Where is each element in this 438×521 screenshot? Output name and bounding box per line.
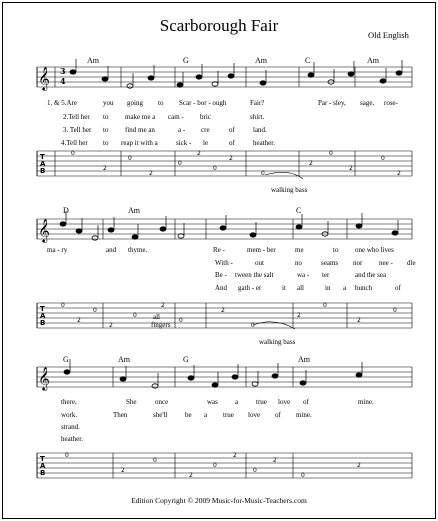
tab-fret-number: 2 (397, 170, 401, 177)
note-head (148, 76, 154, 80)
walking-bass-label: walking bass (259, 338, 296, 346)
tab-clef-letter: B (40, 469, 46, 477)
fingering-label: fingers (151, 321, 171, 329)
lyric-syllable: mine. (296, 411, 312, 419)
lyric-syllable: love (278, 398, 291, 406)
tab-fret-number: 0 (301, 472, 305, 479)
lyric-syllable: a (343, 284, 347, 292)
lyric-syllable: wa - (297, 271, 310, 279)
lyric-syllable: she'll (153, 411, 168, 419)
lyric-syllable: tween the salt (235, 271, 274, 279)
tab-fret-number: 0 (253, 467, 257, 474)
lyric-syllable: mine. (358, 398, 374, 406)
note-head (212, 383, 218, 387)
chord-label: Am (87, 56, 99, 65)
tab-clef-letter: T (40, 153, 45, 161)
lyric-syllable: Scar - bor - ough (179, 99, 227, 107)
tab-fret-number: 0 (71, 150, 75, 157)
lyric-syllable: there, (61, 398, 77, 406)
lyric-syllable: ter (322, 271, 330, 279)
lyric-syllable: of (395, 284, 401, 292)
note-head (250, 233, 256, 237)
tab-fret-number: 2 (161, 302, 165, 309)
tab-clef-letter: A (40, 462, 46, 470)
note-head (380, 79, 386, 83)
lyric-syllable: once (155, 398, 169, 406)
lyric-syllable: dle (407, 259, 416, 267)
lyric-syllable: ma - ry (47, 246, 68, 254)
tab-fret-number: 2 (233, 452, 237, 459)
tab-fret-number: 0 (251, 322, 255, 329)
lyric-syllable: heather. (61, 435, 83, 443)
note-head (308, 73, 314, 77)
lyric-syllable: 1. & 5.Are (47, 99, 77, 107)
lyric-syllable: reap it with a (121, 139, 158, 147)
note-head (260, 81, 266, 85)
lyric-syllable: one who lives (355, 246, 394, 254)
lyric-syllable: to (333, 246, 339, 254)
lyric-syllable: of (229, 126, 235, 134)
lyric-syllable: sage, (360, 99, 375, 107)
lyric-syllable: cre (201, 126, 210, 134)
lyric-syllable: mem - ber (247, 246, 276, 254)
lyric-syllable: cam - (168, 113, 184, 121)
song-title: Scarborough Fair (159, 16, 279, 35)
lyric-syllable: 3. Tell her (63, 126, 92, 134)
note-head (76, 229, 82, 233)
chord-label: G (183, 56, 189, 65)
lyric-syllable: rose- (384, 99, 398, 107)
tab-fret-number: 2 (309, 160, 313, 167)
tab-fret-number: 2 (77, 317, 81, 324)
tab-fret-number: 2 (349, 165, 353, 172)
tab-fret-number: 0 (61, 302, 65, 309)
tab-fret-number: 2 (189, 472, 193, 479)
song-origin: Old English (368, 30, 409, 40)
note-head (392, 231, 398, 235)
note-head (348, 72, 354, 76)
lyric-syllable: Then (113, 411, 128, 419)
tab-clef-letter: A (40, 312, 46, 320)
tab-fret-number: 0 (393, 307, 397, 314)
tab-fret-number: 0 (381, 155, 385, 162)
lyric-syllable: make me a (125, 113, 156, 121)
lyric-syllable: of (229, 139, 235, 147)
note-head (252, 382, 258, 386)
chord-label: Am (118, 355, 130, 364)
lyric-syllable: sick - (176, 139, 192, 147)
lyric-syllable: bunch (355, 284, 373, 292)
lyric-syllable: Re - (213, 246, 225, 254)
tab-fret-number: 2 (103, 165, 107, 172)
lyric-syllable: a - (178, 126, 186, 134)
note-head (64, 370, 70, 374)
tab-fret-number: 2 (121, 467, 125, 474)
lyric-syllable: strand. (61, 423, 80, 431)
time-signature-bottom: 4 (60, 76, 66, 86)
note-head (177, 83, 183, 87)
chord-label: D (63, 206, 69, 215)
lyric-syllable: heather. (253, 139, 275, 147)
note-head (102, 77, 108, 81)
lyric-syllable: in (325, 284, 331, 292)
note-head (60, 222, 66, 226)
slur-arc (265, 172, 303, 179)
tab-fret-number: 0 (93, 307, 97, 314)
note-head (188, 376, 194, 380)
chord-label: Am (128, 206, 140, 215)
tab-fret-number: 0 (153, 457, 157, 464)
lyric-syllable: a (204, 411, 208, 419)
lyric-syllable: me (295, 246, 304, 254)
chord-label: C (296, 206, 302, 215)
note-head (178, 234, 184, 238)
fingering-label: all (153, 313, 160, 321)
lyric-syllable: true (256, 398, 267, 406)
tab-fret-number: 0 (329, 150, 333, 157)
chord-label: Am (255, 56, 267, 65)
lyric-syllable: of (303, 398, 309, 406)
lyric-syllable: and (106, 246, 117, 254)
lyric-syllable: With - (215, 259, 233, 267)
tab-fret-number: 0 (179, 317, 183, 324)
tab-fret-number: 2 (229, 155, 233, 162)
time-signature-top: 3 (60, 66, 66, 76)
treble-clef-icon: 𝄞 (38, 366, 50, 390)
lyric-syllable: gath - er (238, 284, 262, 292)
note-head (132, 235, 138, 239)
lyric-syllable: shirt. (250, 113, 265, 121)
chord-label: C (305, 56, 311, 65)
lyric-syllable: to (103, 126, 109, 134)
lyric-syllable: to (103, 139, 109, 147)
tab-fret-number: 2 (357, 317, 361, 324)
lyric-syllable: nor (353, 259, 363, 267)
note-head (92, 236, 98, 240)
note-head (160, 227, 166, 231)
sheet-music-page (2, 2, 436, 519)
lyric-syllable: a (235, 398, 239, 406)
lyric-syllable: out (255, 259, 264, 267)
note-head (396, 71, 402, 75)
tab-fret-number: 0 (128, 155, 132, 162)
note-head (356, 373, 362, 377)
copyright-notice: Edition Copyright © 2009 Music-for-Music-Teachers.com (131, 496, 307, 505)
lyric-syllable: 2.Tell her (63, 113, 90, 121)
walking-bass-label: walking bass (271, 186, 308, 194)
note-head (220, 226, 226, 230)
tab-fret-number: 0 (65, 452, 69, 459)
lyric-syllable: thyme. (128, 246, 148, 254)
tab-fret-number: 2 (221, 307, 225, 314)
note-head (108, 228, 114, 232)
tab-fret-number: 2 (109, 322, 113, 329)
lyric-syllable: it (282, 284, 286, 292)
note-head (70, 70, 76, 74)
lyric-syllable: Be - (215, 271, 227, 279)
lyric-syllable: to (103, 113, 109, 121)
tab-fret-number: 0 (261, 170, 265, 177)
lyric-syllable: Fair? (250, 99, 265, 107)
lyric-syllable: to (158, 99, 164, 107)
tab-fret-number: 0 (213, 165, 217, 172)
tab-fret-number: 2 (297, 312, 301, 319)
note-head (228, 74, 234, 78)
lyric-syllable: was (207, 398, 218, 406)
lyric-syllable: find me an (125, 126, 155, 134)
lyric-syllable: 4.Tell her (61, 139, 88, 147)
chord-label: G (63, 355, 69, 364)
chord-label: Am (298, 355, 310, 364)
lyric-syllable: seams (321, 259, 339, 267)
chord-label: G (183, 355, 189, 364)
tab-fret-number: 0 (133, 312, 137, 319)
lyric-syllable: Par - sley, (318, 99, 346, 107)
lyric-syllable: you (103, 99, 114, 107)
tab-fret-number: 0 (213, 462, 217, 469)
chord-label: Am (367, 56, 379, 65)
lyric-syllable: of (275, 411, 281, 419)
tab-clef-letter: B (40, 167, 46, 175)
tab-fret-number: 2 (273, 457, 277, 464)
note-head (120, 377, 126, 381)
note-head (356, 224, 362, 228)
lyric-syllable: no (295, 259, 302, 267)
lyric-syllable: land. (253, 126, 267, 134)
lyric-syllable: And (215, 284, 228, 292)
treble-clef-icon: 𝄞 (38, 218, 50, 242)
note-head (272, 374, 278, 378)
lyric-syllable: nee - (379, 259, 393, 267)
tab-clef-letter: A (40, 160, 46, 168)
treble-clef-icon: 𝄞 (38, 66, 50, 90)
note-head (296, 225, 302, 229)
note-head (152, 384, 158, 388)
note-head (196, 75, 202, 79)
lyric-syllable: She (126, 398, 137, 406)
note-head (127, 84, 133, 88)
lyric-syllable: true (223, 411, 234, 419)
tab-fret-number: 0 (178, 160, 182, 167)
lyric-syllable: le (203, 139, 209, 147)
tab-fret-number: 0 (323, 302, 327, 309)
lyric-syllable: bric (200, 113, 211, 121)
tab-clef-letter: T (40, 455, 45, 463)
tab-fret-number: 2 (197, 150, 201, 157)
tab-clef-letter: T (40, 305, 45, 313)
lyric-syllable: work. (61, 411, 78, 419)
tab-fret-number: 2 (357, 462, 361, 469)
note-head (300, 381, 306, 385)
tab-clef-letter: B (40, 319, 46, 327)
note-head (232, 375, 238, 379)
lyric-syllable: all (297, 284, 304, 292)
tab-fret-number: 2 (149, 170, 153, 177)
note-head (212, 82, 218, 86)
lyric-syllable: be (185, 411, 192, 419)
lyric-syllable: going (127, 99, 143, 107)
lyric-syllable: and the sea (355, 271, 387, 279)
lyric-syllable: love (248, 411, 261, 419)
